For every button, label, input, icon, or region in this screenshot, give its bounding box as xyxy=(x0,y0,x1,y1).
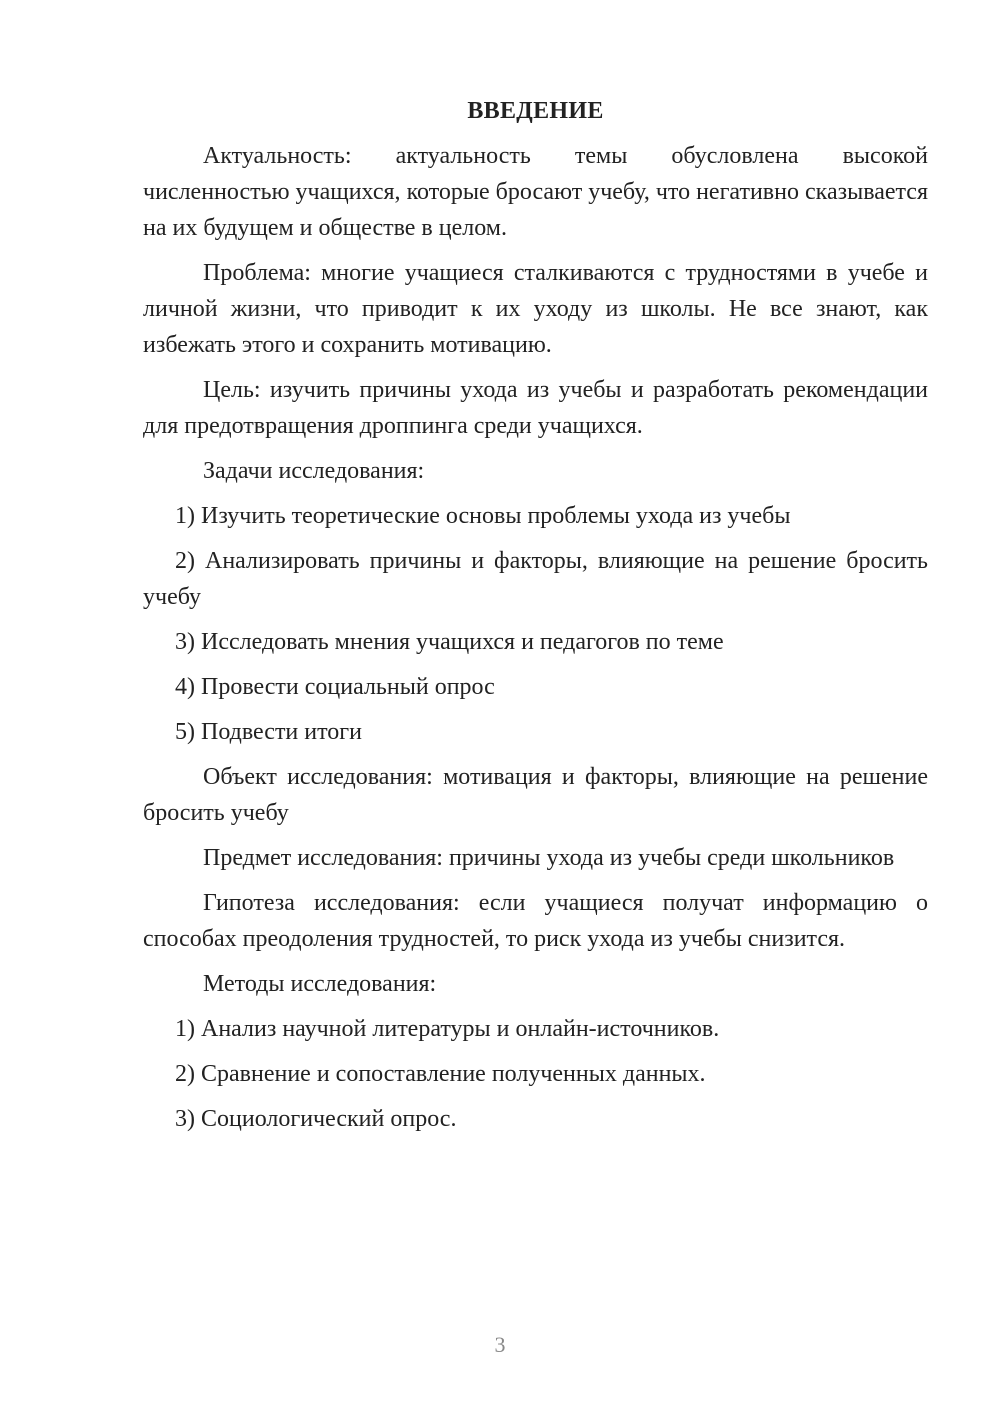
goal-paragraph: Цель: изучить причины ухода из учебы и разработать рекомендации для предотвращения дроппинга среди учащихся. xyxy=(143,377,928,439)
task-item: 1) Изучить теоретические основы проблемы ухода из учебы xyxy=(175,503,791,529)
object-paragraph: Объект исследования: мотивация и факторы, влияющие на решение бросить учебу xyxy=(143,764,928,826)
task-item: 5) Подвести итоги xyxy=(175,719,362,745)
relevance-paragraph: Актуальность: актуальность темы обусловлена высокой численностью учащихся, которые бросают учебу, что негативно сказывается на их будущем и обществе в целом. xyxy=(143,143,928,241)
method-item: 2) Сравнение и сопоставление полученных данных. xyxy=(175,1061,706,1087)
method-item: 1) Анализ научной литературы и онлайн-источников. xyxy=(175,1016,720,1042)
task-item: 2) Анализировать причины и факторы, влияющие на решение бросить учебу xyxy=(143,548,928,610)
task-item: 4) Провести социальный опрос xyxy=(175,674,495,700)
task-item: 3) Исследовать мнения учащихся и педагогов по теме xyxy=(175,629,724,655)
section-title: ВВЕДЕНИЕ xyxy=(467,98,604,124)
document-page xyxy=(143,94,928,1146)
page-number: 3 xyxy=(494,1332,506,1357)
methods-heading: Методы исследования: xyxy=(203,971,437,997)
tasks-heading: Задачи исследования: xyxy=(203,458,425,484)
method-item: 3) Социологический опрос. xyxy=(175,1106,457,1132)
problem-paragraph: Проблема: многие учащиеся сталкиваются с трудностями в учебе и личной жизни, что приводит к их уходу из школы. Не все знают, как избежать этого и сохранить мотивацию. xyxy=(143,260,928,358)
subject-paragraph: Предмет исследования: причины ухода из учебы среди школьников xyxy=(203,845,895,871)
hypothesis-paragraph: Гипотеза исследования: если учащиеся получат информацию о способах преодоления трудностей, то риск ухода из учебы снизится. xyxy=(143,890,928,952)
